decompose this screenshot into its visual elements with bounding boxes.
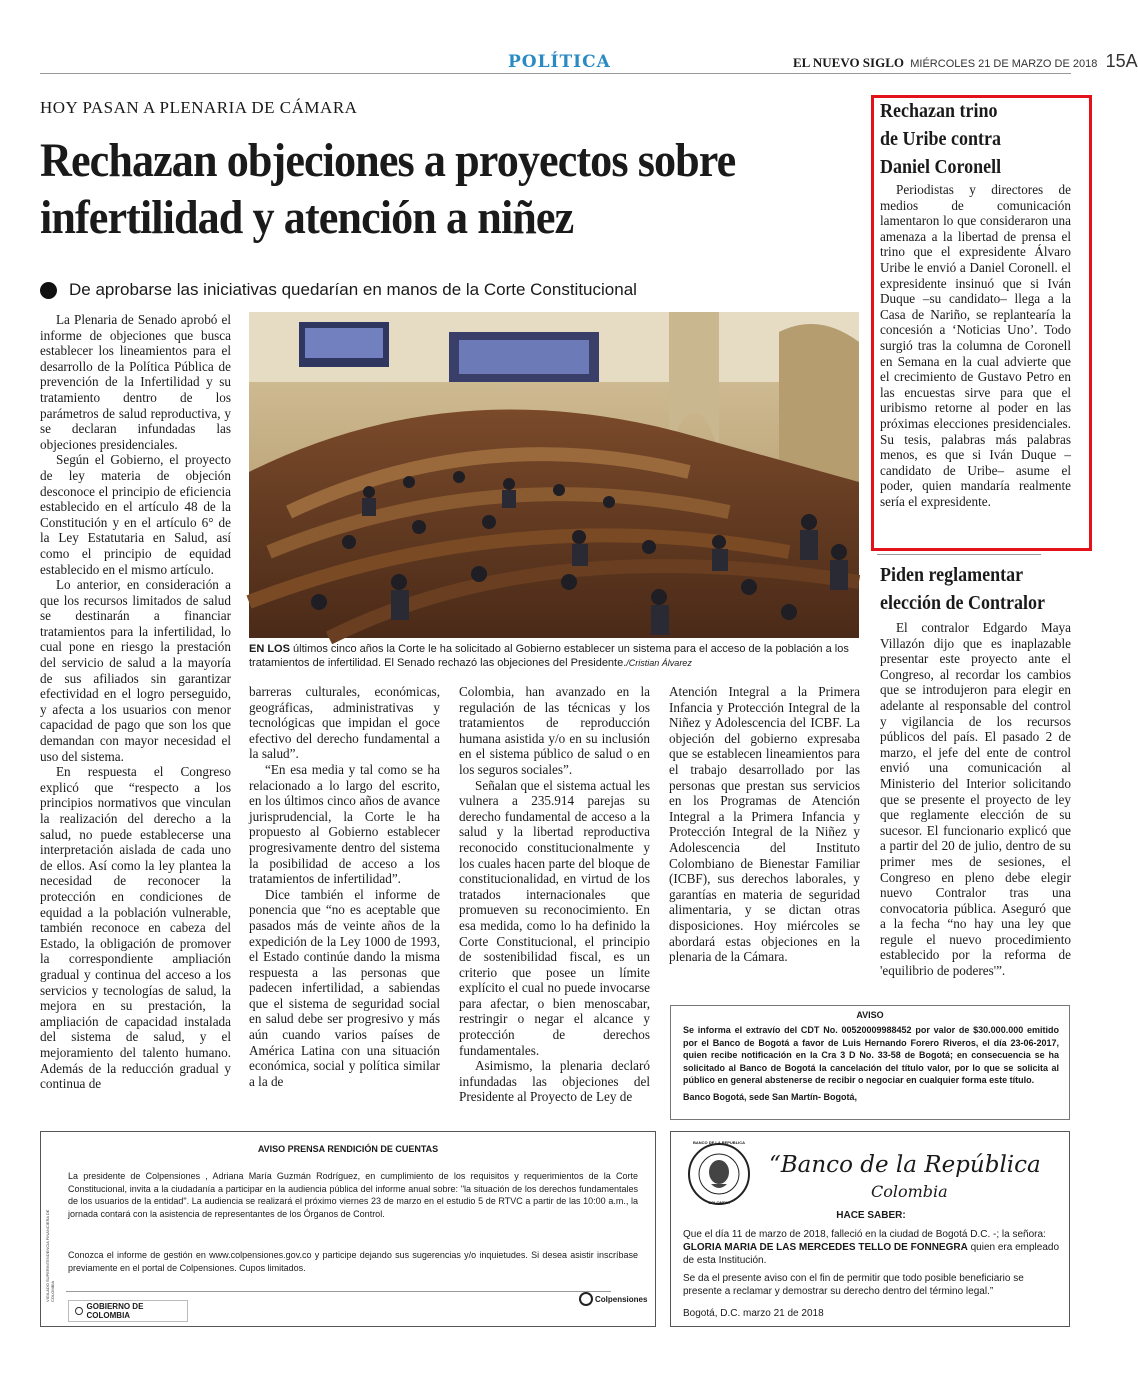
title-line: Rechazan trino — [880, 100, 998, 122]
seal-bottom-text: COLOMBIA — [708, 1200, 730, 1205]
title-line: de Uribe contra — [880, 128, 1001, 150]
section-name: POLÍTICA — [508, 52, 611, 72]
deceased-name: GLORIA MARIA DE LAS MERCEDES TELLO DE FONNEGRA — [683, 1242, 968, 1253]
paragraph: En respuesta el Congreso explicó que “respecto a los principios normativos que vinculan la realización del derecho a la salud, no puede establecerse una interpretación aislada de cada uno de ellos. Así como la ley plantea la necesidad de reconocer la protección en condiciones de equidad a la población vulnerable, también reconoce en cabeza del Estado, la obligación de promover la correspondiente ampliación gradual y continua del acceso a los servicios y tecnologías de salud, la mejora en su prestación, la ampliación de capacidad instalada del sistema de salud, y el mejoramiento del talento humano. Además de la reducción gradual y continua de — [40, 764, 231, 1092]
article-column-3 — [459, 684, 650, 1105]
issue-date: MIÉRCOLES 21 DE MARZO DE 2018 — [910, 58, 1098, 70]
banco-subtitle: Colombia — [871, 1182, 948, 1201]
gobierno-badge — [68, 1300, 188, 1322]
paragraph: El contralor Edgardo Maya Villazón dijo que es inaplazable presentar este proyecto ante el Congreso, al recordar los cambios que se introdujeron para elegir en adelante al responsable del control y vigilancia de los recursos públicos del país. El pasado 2 de marzo, el jefe del ente de control envió una comunicación al Ministerio del Interior solicitando que se presente el proyecto de ley que reglamente elección de su sucesor. El funcionario explicó que a partir del 20 de julio, dentro de su primer mes de sesiones, el Congreso en pleno debe elegir nuevo Contralor tras una convocatoria pública. Aseguró que a la fecha “no hay una ley que regule el nuevo procedimiento establecido por la reforma de 'equilibrio de poderes'”. — [880, 620, 1071, 979]
seal-top-text: BANCO DE LA REPUBLICA — [692, 1140, 746, 1145]
paragraph: Según el Gobierno, el proyecto de ley materia de objeción desconoce el principio de eficiencia establecido en el artículo 48 de la Constitución y en el artículo 6° de la Ley Estatutaria en Salud, así como el principio de equidad establecido en el mismo artículo. — [40, 452, 231, 577]
title-line: Daniel Coronell — [880, 156, 1002, 178]
paragraph: La Plenaria de Senado aprobó el informe de objeciones que busca establecer los lineamientos para el desarrollo de la Política Pública de prevención de la Infertilidad y su tratamiento dentro de los parámetros de salud reproductiva, y se declaran infundadas las objeciones presidenciales. — [40, 312, 231, 452]
paragraph: “En esa media y tal como se ha relacionado a lo largo del escrito, en los últimos cinco años de avance jurisprudencial, la Corte le ha propuesto al Gobierno establecer progresivamente dentro del sistema la posibilidad de acceso a los tratamientos de infertilidad”. — [249, 761, 440, 887]
paragraph: Señalan que el sistema actual les vulnera a 235.914 parejas su derecho fundamental de acceso a la salud y la libertad reproductiva reconocido constitucionalmente y los cuales hacen parte del bloque de constitucionalidad, en virtud de los tratados internacionales que promueven su reconocimiento. En esa medida, como lo ha definido la Corte Constitucional, el principio de sostenibilidad fiscal, es un criterio que posee un límite explícito el cual no puede invocarse para afectar, o bien menoscabar, restringir o negar el alcance y protección de derechos fundamentales. — [459, 777, 650, 1058]
sidebar-contralor-body — [880, 620, 1071, 979]
colpensiones-icon — [579, 1292, 593, 1306]
aviso-cdt-box — [670, 1005, 1070, 1120]
p1-text: Que el día 11 de marzo de 2018, falleció en la ciudad de Bogotá D.C. -; la señora: — [683, 1229, 1046, 1240]
page-number: 15A — [1105, 51, 1138, 71]
aviso-signature: Banco Bogotá, sede San Martín- Bogotá, — [683, 1091, 858, 1102]
colpensiones-notice — [40, 1131, 656, 1327]
shield-icon — [75, 1307, 83, 1315]
masthead — [793, 51, 1138, 72]
bullet-icon — [40, 282, 57, 299]
notice-divider — [66, 1291, 611, 1292]
banco-paragraph-1 — [683, 1228, 1061, 1267]
paragraph: Asimismo, la plenaria declaró infundadas las objeciones del Presidente al Proyecto de Ley de — [459, 1058, 650, 1105]
article-kicker: HOY PASAN A PLENARIA DE CÁMARA — [40, 98, 358, 117]
sidebar-divider — [877, 554, 1041, 555]
sidebar-uribe-body — [880, 182, 1071, 509]
article-headline: Rechazan objeciones a proyectos sobre infertilidad y atención a niñez — [40, 134, 736, 244]
photo-caption — [249, 642, 859, 670]
article-subhead — [40, 280, 637, 300]
vigilado-note: VIGILADO SUPERINTENDENCIA FINANCIERA DE COLOMBIA — [45, 1209, 55, 1302]
photo-credit: /Cristian Álvarez — [626, 658, 692, 668]
hace-saber: HACE SABER: — [836, 1210, 906, 1221]
article-column-2 — [249, 684, 440, 1089]
senate-chamber-image — [249, 312, 859, 638]
article-column-4 — [669, 684, 860, 965]
header-rule — [40, 73, 1071, 74]
paragraph: barreras culturales, económicas, geográficas, administrativas y tecnológicas que impidan el goce efectivo del derecho fundamental a la salud”. — [249, 684, 440, 762]
colpensiones-label: Colpensiones — [595, 1294, 648, 1304]
sidebar-uribe-title — [880, 97, 1080, 181]
caption-lead: EN LOS — [249, 643, 290, 655]
title-line: elección de Contralor — [880, 592, 1045, 614]
colpensiones-logo — [579, 1292, 647, 1306]
banco-date: Bogotá, D.C. marzo 21 de 2018 — [683, 1308, 824, 1319]
subhead-text: De aprobarse las iniciativas quedarían en manos de la Corte Constitucional — [69, 280, 637, 299]
paragraph: Dice también el informe de ponencia que “no es aceptable que pasados más de veinte años de la expedición de la Ley 1000 de 1993, el Estado continúe dando la misma respuesta a las personas que padecen infertilidad, a sabiendas que el sistema de seguridad social en salud debe ser progresivo y más aún cuando varios países de América Latina con una situación económica, social y política similar a la de — [249, 886, 440, 1089]
paragraph: Lo anterior, en consideración a que los recursos limitados de salud se destinarán a financiar tratamientos para la infertilidad, lo cual pone en riesgo la prestación del servicio de salud a la mayoría de sus afiliados sin garantizar efectividad en el logro perseguido, y afecta a los usuarios con menor capacidad de pago que son los que demandan con mayor necesidad el uso del sistema. — [40, 577, 231, 764]
notice-title: AVISO PRENSA RENDICIÓN DE CUENTAS — [257, 1144, 439, 1154]
senate-plenary-photo — [249, 312, 859, 638]
paragraph: Atención Integral a la Primera Infancia y Protección Integral de la Niñez y Adolescencia del ICBF. La objeción del gobierno expresaba que se establecen lineamientos para el trabajo desarrollado por las personas que prestan sus servicios en los Programas de Atención Integral a la Primera Infancia y Protección Integral de la Niñez y Adolescencia del Instituto Colombiano de Bienestar Familiar (ICBF), sus derechos laborales, y garantías en materia de seguridad alimentaria, y se dictan otras disposiciones. Hoy miércoles se abordará estas objeciones en la plenaria de la Cámara. — [669, 684, 860, 965]
caption-text: últimos cinco años la Corte le ha solicitado al Gobierno establecer un sistema para el acceso de la población a los tratamientos de infertilidad. El Senado rechazó las objeciones del Presidente. — [249, 643, 849, 669]
p1-text-end: quien era empleado de esta Institución. — [683, 1242, 1060, 1266]
banco-paragraph-2: Se da el presente aviso con el fin de permitir que todo posible beneficiario se presente a reclamar y demostrar su derecho dentro del término legal.” — [683, 1273, 1024, 1297]
notice-paragraph-2: Conozca el informe de gestión en www.colpensiones.gov.co y participe dejando sus sugerencias y/o inquietudes. Si desea asistir inscríbase previamente en el portal de Colpensiones. Cupos limitados. — [68, 1250, 638, 1273]
banco-seal-icon — [687, 1142, 751, 1206]
banco-republica-notice — [670, 1131, 1070, 1327]
gobierno-label: GOBIERNO DE COLOMBIA — [86, 1302, 144, 1320]
banco-title: “Banco de la República — [769, 1152, 1041, 1178]
sidebar-contralor-title — [880, 561, 1080, 617]
notice-paragraph-1: La presidente de Colpensiones , Adriana María Guzmán Rodríguez, en cumplimiento de los requisitos y requerimientos de la Corte Constitucional, invita a la ciudadanía a participar en la audiencia pública del informe anual sobre: "la situación de los derechos fundamentales de los usuarios de la entidad". La audiencia se realizará el próximo viernes 23 de marzo en el estudio 5 de RTVC a partir de las 10:00 a.m., la jornada contará con la asistencia de representantes de los Órganos de Control. — [68, 1171, 638, 1219]
paragraph: Colombia, han avanzado en la regulación de las técnicas y los tratamientos de reproducción humana asistida y/o en su inclusión en el sistema público de salud o en los seguros sociales”. — [459, 684, 650, 777]
aviso-title: AVISO — [856, 1010, 884, 1020]
title-line: Piden reglamentar — [880, 564, 1024, 586]
paragraph: Periodistas y directores de medios de comunicación lamentaron lo que consideraron una amenaza a la libertad de prensa el trino que el expresidente Álvaro Uribe le envió a Daniel Coronell. el expresidente insinuó que si Iván Duque –su candidato– llega a la Casa de Nariño, se replantearía la concesión a ‘Noticias Uno’. Todo surgió tras la columna de Coronell en Semana en la cual advierte que el crecimiento de Gustavo Petro en las encuestas sirve para que el uribismo retorne al poder en las próximas elecciones presidenciales. Su tesis, palabras más palabras menos, es que si Iván Duque –candidato de Uribe– asume el poder, quien mandaría realmente sería el expresidente. — [880, 182, 1071, 509]
aviso-body: Se informa el extravío del CDT No. 00520009988452 por valor de $30.000.000 emitido por el Banco de Bogotá a favor de Luis Hernando Forero Riveros, el día 23-06-2017, quien recibe notificación en la Cra 3 D No. 33-58 de Bogotá; en consecuencia se ha solicitado al Banco de Bogotá la cancelación del título valor, por lo que se solicita al público en general abstenerse de recibir o negociar en cualquier forma este título. — [683, 1025, 1059, 1085]
newspaper-name: EL NUEVO SIGLO — [793, 55, 904, 70]
article-column-1 — [40, 312, 231, 1092]
